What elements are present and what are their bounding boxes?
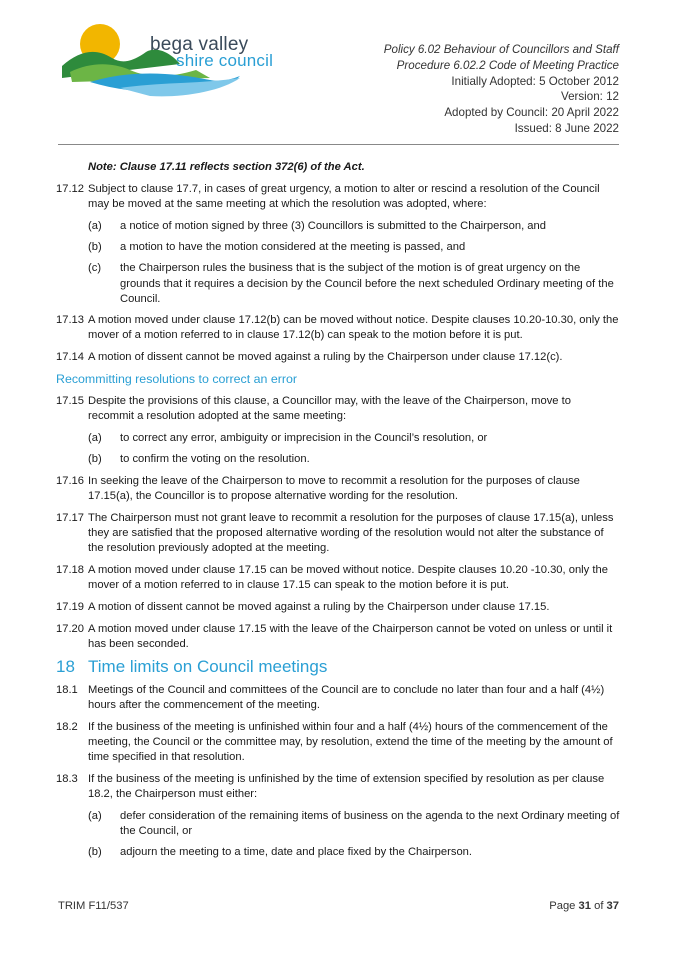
current-page: 31 xyxy=(578,900,591,912)
page-content xyxy=(56,160,620,866)
clause-text: Despite the provisions of this clause, a Councillor may, with the leave of the Chairperson, move to recommit a resolution adopted at the same meeting: xyxy=(88,395,571,423)
clause-17-14 xyxy=(56,350,620,365)
clause-number: 17.16 xyxy=(56,474,84,487)
header-divider xyxy=(58,144,619,145)
adopted-by-council: Adopted by Council: 20 April 2022 xyxy=(444,106,619,120)
clause-text: If the business of the meeting is unfinished within four and a half (4½) hours of the commencement of the meeting, the Council or the committee may, by resolution, extend the time of the meeting by the amount of time specified in that resolution. xyxy=(88,720,613,763)
clause-17-17 xyxy=(56,511,620,556)
clause-number: 18.3 xyxy=(56,773,78,785)
subclause-label: (b) xyxy=(88,241,102,254)
clause-number: 18.1 xyxy=(56,683,78,696)
subclause-text: a notice of motion signed by three (3) Councillors is submitted to the Chairperson, and xyxy=(120,220,546,233)
subclause-17-15-b xyxy=(88,452,620,467)
clause-17-13 xyxy=(56,313,620,343)
clause-number: 17.13 xyxy=(56,313,84,326)
subclause-18-3-b xyxy=(88,845,620,860)
clause-number: 17.18 xyxy=(56,563,84,576)
clause-number: 17.20 xyxy=(56,623,84,636)
subclause-text: to confirm the voting on the resolution. xyxy=(120,453,310,466)
clause-text: A motion moved under clause 17.12(b) can be moved without notice. Despite clauses 10.20-10.30, only the mover of a motion referred to in clause 17.12(b) can speak to the motion before it is put. xyxy=(88,313,619,341)
clause-text: Meetings of the Council and committees of the Council are to conclude no later than four and a half (4½) hours after the commencement of the meeting. xyxy=(88,683,605,711)
clause-17-18 xyxy=(56,563,620,593)
clause-18-1 xyxy=(56,683,620,713)
policy-title: Policy 6.02 Behaviour of Councillors and Staff xyxy=(383,43,619,56)
clause-text: Subject to clause 17.7, in cases of great urgency, a motion to alter or rescind a resolution of the Council may be moved at the same meeting at which the resolution was adopted, where: xyxy=(88,183,600,211)
clause-17-16 xyxy=(56,474,620,504)
subclause-label: (a) xyxy=(88,810,102,823)
clause-18-2 xyxy=(56,720,620,765)
document-meta xyxy=(384,42,619,137)
version: Version: 12 xyxy=(560,90,619,104)
clause-number: 17.19 xyxy=(56,601,84,614)
clause-text: A motion moved under clause 17.15 can be moved without notice. Despite clauses 10.20 -10.30, only the mover of a motion referred to in clause 17.15 can speak to the motion before it is put. xyxy=(88,563,608,592)
clause-text: If the business of the meeting is unfinished by the time of extension specified by resolution as per clause 18.2, the Chairperson must either: xyxy=(88,773,605,801)
subclause-text: adjourn the meeting to a time, date and place fixed by the Chairperson. xyxy=(120,846,473,859)
clause-text: A motion of dissent cannot be moved against a ruling by the Chairperson under clause 17.12(c). xyxy=(88,350,563,363)
clause-17-19 xyxy=(56,600,620,615)
page-number xyxy=(549,900,619,912)
clause-text: The Chairperson must not grant leave to recommit a resolution for the purposes of clause 17.15(a), unless they are satisfied that the proposed alternative wording of the resolution would not alter the substance of the resolution previously adopted at the meeting. xyxy=(88,511,614,554)
clause-number: 17.15 xyxy=(56,395,84,408)
procedure-title: Procedure 6.02.2 Code of Meeting Practice xyxy=(396,58,619,72)
clause-text: A motion moved under clause 17.15 with the leave of the Chairperson cannot be voted on unless or until it has been seconded. xyxy=(88,623,613,651)
subclause-text: the Chairperson rules the business that is the subject of the motion is of great urgency on the grounds that it requires a decision by the Council before the next scheduled Ordinary meeting of the Council. xyxy=(120,262,614,305)
clause-text: A motion of dissent cannot be moved against a ruling by the Chairperson under clause 17.15. xyxy=(88,601,550,614)
subclause-label: (b) xyxy=(88,453,102,466)
clause-number: 17.17 xyxy=(56,511,84,524)
logo-wordmark-line1: bega valley xyxy=(150,34,249,55)
clause-number: 17.12 xyxy=(56,183,84,196)
subclause-17-12-c xyxy=(88,261,620,306)
subclause-label: (c) xyxy=(88,262,102,275)
page-prefix: Page xyxy=(549,900,576,912)
clause-17-15 xyxy=(56,394,620,424)
clause-note: Note: Clause 17.11 reflects section 372(6) of the Act. xyxy=(88,161,365,173)
section-number: 18 xyxy=(56,657,75,677)
initially-adopted: Initially Adopted: 5 October 2012 xyxy=(451,74,619,88)
section-heading-18 xyxy=(56,657,620,677)
subheading-recommitting: Recommitting resolutions to correct an error xyxy=(56,372,298,387)
clause-number: 17.14 xyxy=(56,350,84,363)
page-of: of xyxy=(594,900,604,912)
section-title: Time limits on Council meetings xyxy=(88,657,328,677)
subclause-17-12-a xyxy=(88,219,620,234)
clause-text: In seeking the leave of the Chairperson to move to recommit a resolution for the purposes of clause 17.15(a), the Councillor is to propose alternative wording for the resolution. xyxy=(88,474,580,502)
issued-date: Issued: 8 June 2022 xyxy=(514,121,619,135)
logo-wordmark-line2: shire council xyxy=(176,51,274,70)
clause-17-12 xyxy=(56,182,620,212)
clause-number: 18.2 xyxy=(56,720,78,733)
clause-18-3 xyxy=(56,772,620,802)
subclause-text: defer consideration of the remaining items of business on the agenda to the next Ordinary meeting of the Council, or xyxy=(120,810,620,838)
total-pages: 37 xyxy=(606,900,619,912)
subclause-text: to correct any error, ambiguity or imprecision in the Council’s resolution, or xyxy=(120,432,488,445)
clause-17-20 xyxy=(56,622,620,652)
subclause-label: (b) xyxy=(88,846,102,859)
subclause-17-15-a xyxy=(88,431,620,446)
subclause-text: a motion to have the motion considered at the meeting is passed, and xyxy=(120,241,466,254)
subclause-18-3-a xyxy=(88,809,620,839)
subclause-17-12-b xyxy=(88,240,620,255)
subclause-label: (a) xyxy=(88,432,102,445)
trim-reference: TRIM F11/537 xyxy=(58,900,129,912)
subclause-label: (a) xyxy=(88,220,102,233)
